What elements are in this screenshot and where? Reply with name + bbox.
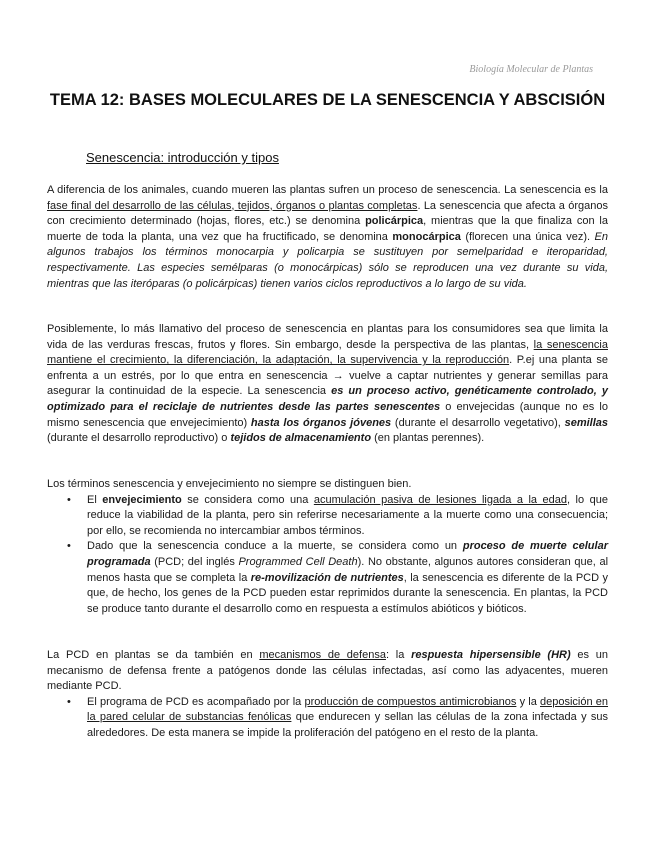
text: (durante el desarrollo reproductivo) o [47,432,231,445]
paragraph-terms [47,477,608,617]
italic-note: En algunos trabajos los términos monocarpia y policarpia se sustituyen por semelparidad e iteroparidad, respectivamente. Las especies semélparas (o monocárpicas) sólo se reproducen una vez durante su vida, mientras que las iteróparas (o policárpicas) tienen varios ciclos reproductivos a lo largo de su vida. [47,230,608,290]
text: La PCD en plantas se da también en [47,649,260,661]
bold-italic-term: semillas [564,416,609,429]
page-title: TEMA 12: BASES MOLECULARES DE LA SENESCENCIA Y ABSCISIÓN [49,91,606,109]
bold-term: monocárpica [392,230,461,243]
list-item [87,493,608,540]
text: , lo que reduce la viabilidad de la planta, pero sin referirse necesariamente a la muerte como una consecuencia; por ello, se recomienda no intercambiar ambos términos. [87,493,608,537]
underlined-text: mecanismos de defensa [259,649,386,661]
text: o envejecidas (aunque no es lo mismo senescencia que envejecimiento) [47,400,608,429]
text: El [87,493,103,506]
italic-term: Programmed Cell Death [238,555,358,568]
text: y la [516,695,540,708]
text: A diferencia de los animales, cuando mueren las plantas sufren un proceso de senescencia. La senescencia es la [47,184,608,196]
underlined-text: producción de compuestos antimicrobianos [304,695,517,708]
bold-term: policárpica [365,215,424,228]
terms-list [47,493,608,618]
terms-intro: Los términos senescencia y envejecimiento no siempre se distinguen bien. [47,478,412,490]
text: (en plantas perennes). [371,432,485,445]
running-head: Biología Molecular de Plantas [469,64,593,75]
text: Dado que la senescencia conduce a la muerte, se considera como un [87,540,463,553]
text: se considera como una [181,493,314,506]
underlined-text: acumulación pasiva de lesiones ligada a la edad [313,493,567,506]
text: El programa de PCD es acompañado por la [87,695,305,708]
text: (durante el desarrollo vegetativo), [391,416,565,429]
bold-italic-term: tejidos de almacenamiento [230,432,372,445]
paragraph-intro [47,183,608,292]
paragraph-defense [47,648,608,742]
list-item [87,695,608,742]
bold-italic-term: hasta los órganos jóvenes [250,416,392,429]
section-heading: Senescencia: introducción y tipos [86,150,279,165]
text: ). No obstante, algunos autores consideran que, al menos hasta que se completa la [87,555,609,584]
bold-italic-term: proceso de muerte celular programada [87,540,608,568]
text: es un mecanismo de defensa frente a patógenos donde las células infectadas, así como las adyacentes, mueren mediante PCD. [47,649,608,693]
bold-italic-term: es un proceso activo, genéticamente controlado, y optimizado para el reciclaje de nutrientes desde las partes senescentes [47,385,608,413]
paragraph-senescence-role [47,322,608,447]
underlined-text: deposición en la pared celular de substancias fenólicas [87,695,609,724]
bold-term: envejecimiento [102,493,182,506]
bold-italic-term: respuesta hipersensible (HR) [411,649,571,661]
text: . La senescencia que afecta a órganos con crecimiento determinado (hojas, flores, etc.) se denomina [47,199,609,228]
text: , mientras que la que finaliza con la muerte de toda la planta, una vez que ha fructificado, se denomina [47,215,608,243]
text: (florecen una única vez). [460,230,595,243]
underlined-text: la senescencia mantiene el crecimiento, la diferenciación, la adaptación, la supervivencia y la reproducción [47,338,608,367]
text: Posiblemente, lo más llamativo del proceso de senescencia en plantas para los consumidores sea que limita la vida de las verduras frescas, frutos y flores. Sin embargo, desde la perspectiva de las plantas, [47,323,608,351]
list-item [87,539,608,617]
text: , la senescencia es diferente de la PCD y que, de hecho, los genes de la PCD pueden estar reprimidos durante la senescencia. En plantas, la PCD se produce tanto durante el desarrollo como en respuesta a estímulos abióticos y bióticos. [87,571,608,615]
underlined-text: fase final del desarrollo de las células, tejidos, órganos o plantas completas [47,199,418,212]
bold-italic-term: re-movilización de nutrientes [250,571,404,584]
text: (PCD; del inglés [150,555,239,568]
text: que endurecen y sellan las células de la zona infectada y sus alrededores. De esta manera se impide la proliferación del patógeno en el resto de la planta. [87,711,609,739]
text: : la [385,649,412,661]
text: . P.ej una planta se enfrenta a un estrés, por lo que entra en senescencia → vuelve a captar nutrientes y generar semillas para asegurar la continuidad de la especie. La senescencia [47,354,608,398]
defense-list [47,695,608,742]
